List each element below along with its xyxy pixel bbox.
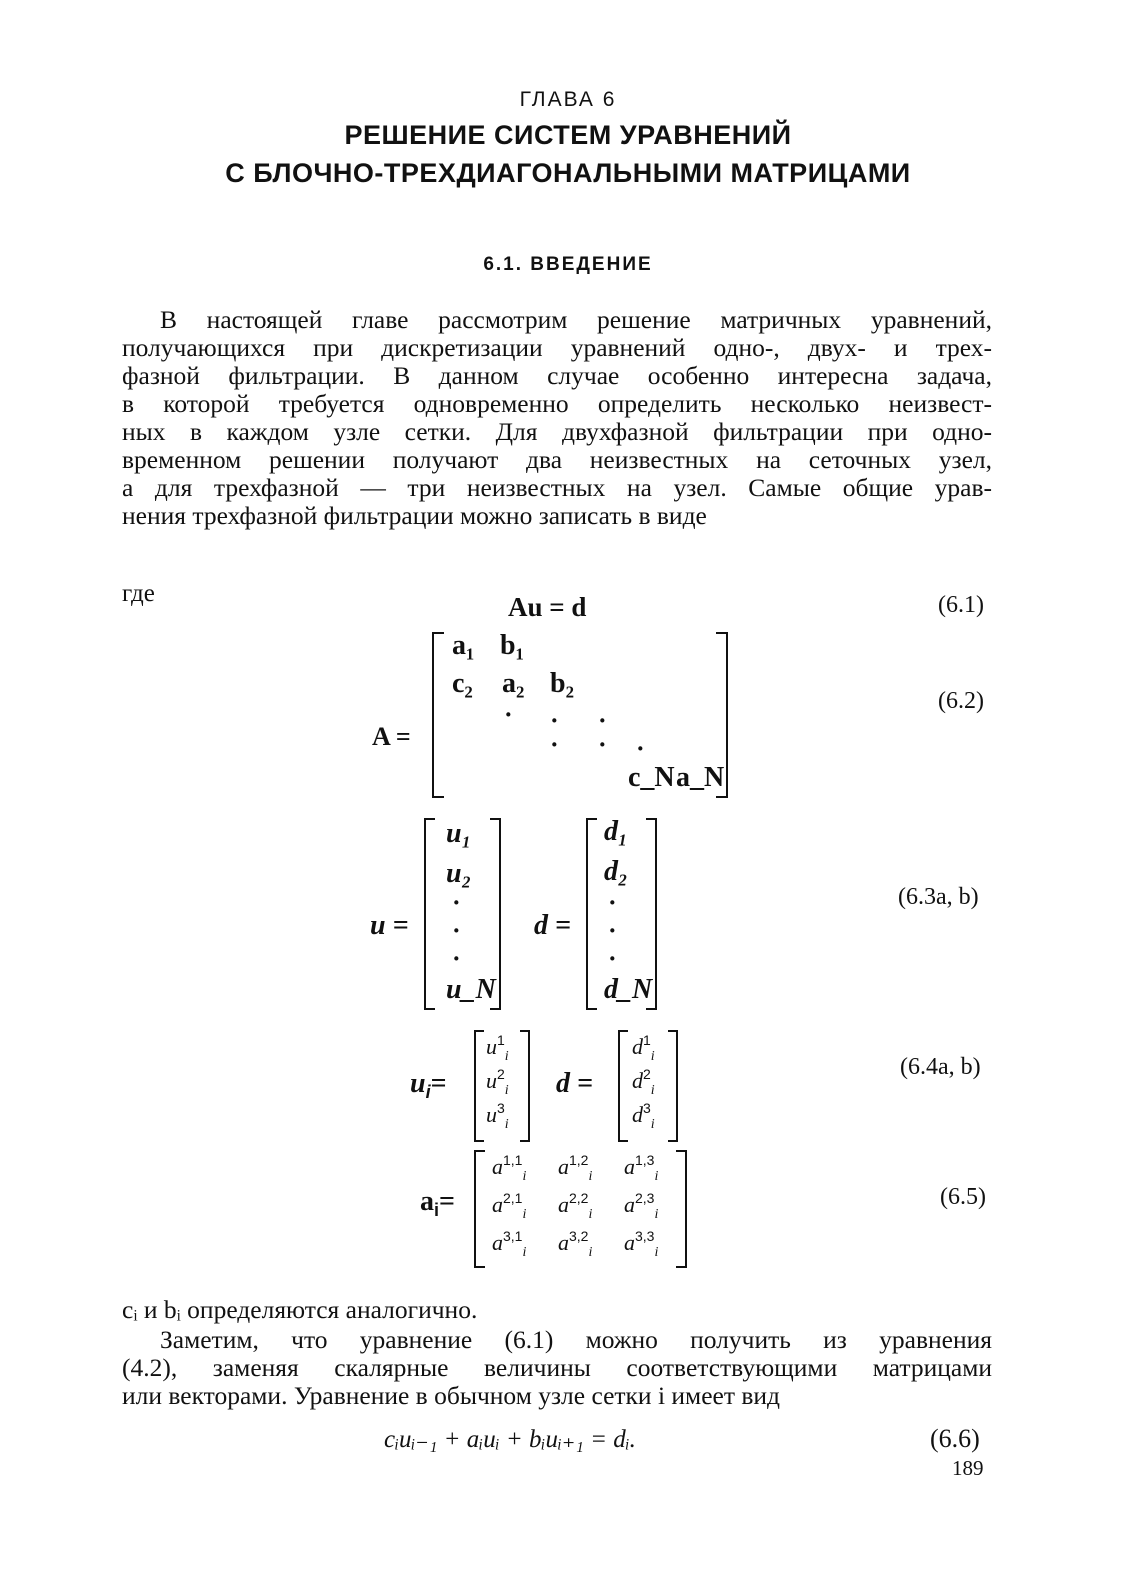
ellipsis-dot: · bbox=[598, 706, 607, 735]
left-bracket bbox=[586, 818, 597, 1010]
block-entry: $a^{1,1}_i$ bbox=[492, 1152, 527, 1184]
ellipsis-dot: · bbox=[452, 944, 461, 973]
ellipsis-dot: · bbox=[608, 888, 617, 917]
block-entry: $a^{1,3}_i$ bbox=[624, 1152, 659, 1184]
chapter-title-line-2: С БЛОЧНО-ТРЕХДИАГОНАЛЬНЫМИ МАТРИЦАМИ bbox=[225, 158, 911, 188]
block-entry: $a^{2,2}_i$ bbox=[558, 1190, 593, 1222]
vector-entry: u₂ bbox=[446, 858, 472, 889]
block-entry: $a^{2,3}_i$ bbox=[624, 1190, 659, 1222]
vector-entry: $u^3_i$ bbox=[486, 1100, 509, 1132]
matrix-cell: b₁ bbox=[500, 630, 524, 661]
vector-ui-lhs: $u_i=$ bbox=[410, 1068, 447, 1102]
left-bracket bbox=[618, 1030, 628, 1142]
vector-entry: $d^2_i$ bbox=[632, 1066, 655, 1098]
ellipsis-dot: · bbox=[504, 700, 513, 729]
paragraph-line: (4.2), заменяя скалярные величины соответствующими матрицами bbox=[122, 1353, 992, 1382]
vector-d-lhs: d = bbox=[534, 910, 571, 941]
paragraph-line: временном решении получают два неизвестных на сеточных узел, bbox=[122, 445, 992, 474]
vector-entry: d_N bbox=[604, 974, 653, 1005]
chapter-title-line-1: РЕШЕНИЕ СИСТЕМ УРАВНЕНИЙ bbox=[344, 120, 792, 150]
block-entry: $a^{3,3}_i$ bbox=[624, 1228, 659, 1260]
vector-entry: u₁ bbox=[446, 818, 472, 849]
paragraph-line: нения трехфазной фильтрации можно записать в виде bbox=[122, 501, 707, 530]
equation-number-6-2: (6.2) bbox=[938, 688, 984, 714]
ellipsis-dot: · bbox=[608, 944, 617, 973]
vector-entry: $u^2_i$ bbox=[486, 1066, 509, 1098]
equation-number-6-4: (6.4a, b) bbox=[900, 1054, 981, 1080]
left-bracket bbox=[474, 1150, 485, 1268]
vector-entry: d₂ bbox=[604, 856, 628, 887]
matrix-cell: c₂ bbox=[452, 668, 473, 699]
block-entry: $a^{3,1}_i$ bbox=[492, 1228, 527, 1260]
paragraph-line: а для трехфазной — три неизвестных на узел. Самые общие урав- bbox=[122, 473, 992, 502]
vector-entry: u_N bbox=[446, 974, 496, 1005]
vector-u-lhs: u = bbox=[370, 910, 409, 941]
matrix-cell: c_N bbox=[628, 762, 675, 793]
ellipsis-dot: · bbox=[608, 916, 617, 945]
vector-entry: $d^3_i$ bbox=[632, 1100, 655, 1132]
ellipsis-dot: · bbox=[550, 730, 559, 759]
ellipsis-dot: · bbox=[550, 706, 559, 735]
block-entry: $a^{3,2}_i$ bbox=[558, 1228, 593, 1260]
vector-d-lhs: d = bbox=[556, 1068, 593, 1099]
left-bracket bbox=[424, 818, 435, 1010]
block-ai-lhs: $a_i=$ bbox=[420, 1186, 455, 1220]
vector-entry: $d^1_i$ bbox=[632, 1032, 655, 1064]
page-number: 189 bbox=[952, 1456, 984, 1480]
ellipsis-dot: · bbox=[452, 888, 461, 917]
matrix-cell: a₂ bbox=[502, 668, 525, 699]
paragraph-line: получающихся при дискретизации уравнений одно-, двух- и трех- bbox=[122, 333, 992, 362]
equation-number-6-5: (6.5) bbox=[940, 1184, 986, 1210]
ellipsis-dot: · bbox=[452, 916, 461, 945]
matrix-a-lhs: A = bbox=[372, 722, 411, 751]
block-entry: $a^{2,1}_i$ bbox=[492, 1190, 527, 1222]
equation-number-6-3: (6.3a, b) bbox=[898, 884, 979, 910]
matrix-cell: a_N bbox=[676, 762, 725, 793]
paragraph-line: фазной фильтрации. В данном случае особенно интересна задача, bbox=[122, 361, 992, 390]
left-bracket bbox=[432, 632, 444, 798]
paragraph-line: или векторами. Уравнение в обычном узле сетки i имеет вид bbox=[122, 1381, 781, 1410]
matrix-cell: a₁ bbox=[452, 630, 475, 661]
matrix-cell: b₂ bbox=[550, 668, 574, 699]
paragraph-line: в которой требуется одновременно определить несколько неизвест- bbox=[122, 389, 992, 418]
paragraph-line: Заметим, что уравнение (6.1) можно получить из уравнения bbox=[160, 1325, 992, 1354]
ellipsis-dot: · bbox=[598, 730, 607, 759]
right-bracket bbox=[676, 1150, 687, 1268]
block-entry: $a^{1,2}_i$ bbox=[558, 1152, 593, 1184]
equation-6-6: cᵢuᵢ₋₁ + aᵢuᵢ + bᵢuᵢ₊₁ = dᵢ. bbox=[384, 1426, 636, 1453]
paragraph-line: В настоящей главе рассмотрим решение матричных уравнений, bbox=[160, 305, 992, 334]
where-label: где bbox=[122, 580, 155, 607]
ci-bi-note: cᵢ и bᵢ определяются аналогично. bbox=[122, 1295, 478, 1324]
left-bracket bbox=[474, 1030, 484, 1142]
vector-entry: d₁ bbox=[604, 816, 628, 847]
equation-number-6-6: (6.6) bbox=[930, 1424, 980, 1453]
paragraph-line: ных в каждом узле сетки. Для двухфазной фильтрации при одно- bbox=[122, 417, 992, 446]
section-heading: 6.1. ВВЕДЕНИЕ bbox=[483, 254, 653, 275]
right-bracket bbox=[668, 1030, 678, 1142]
right-bracket bbox=[520, 1030, 530, 1142]
chapter-label: ГЛАВА 6 bbox=[519, 88, 617, 111]
equation-6-1: Au = d bbox=[508, 592, 587, 622]
vector-entry: $u^1_i$ bbox=[486, 1032, 509, 1064]
equation-number-6-1: (6.1) bbox=[938, 592, 984, 618]
ellipsis-dot: · bbox=[636, 734, 645, 763]
